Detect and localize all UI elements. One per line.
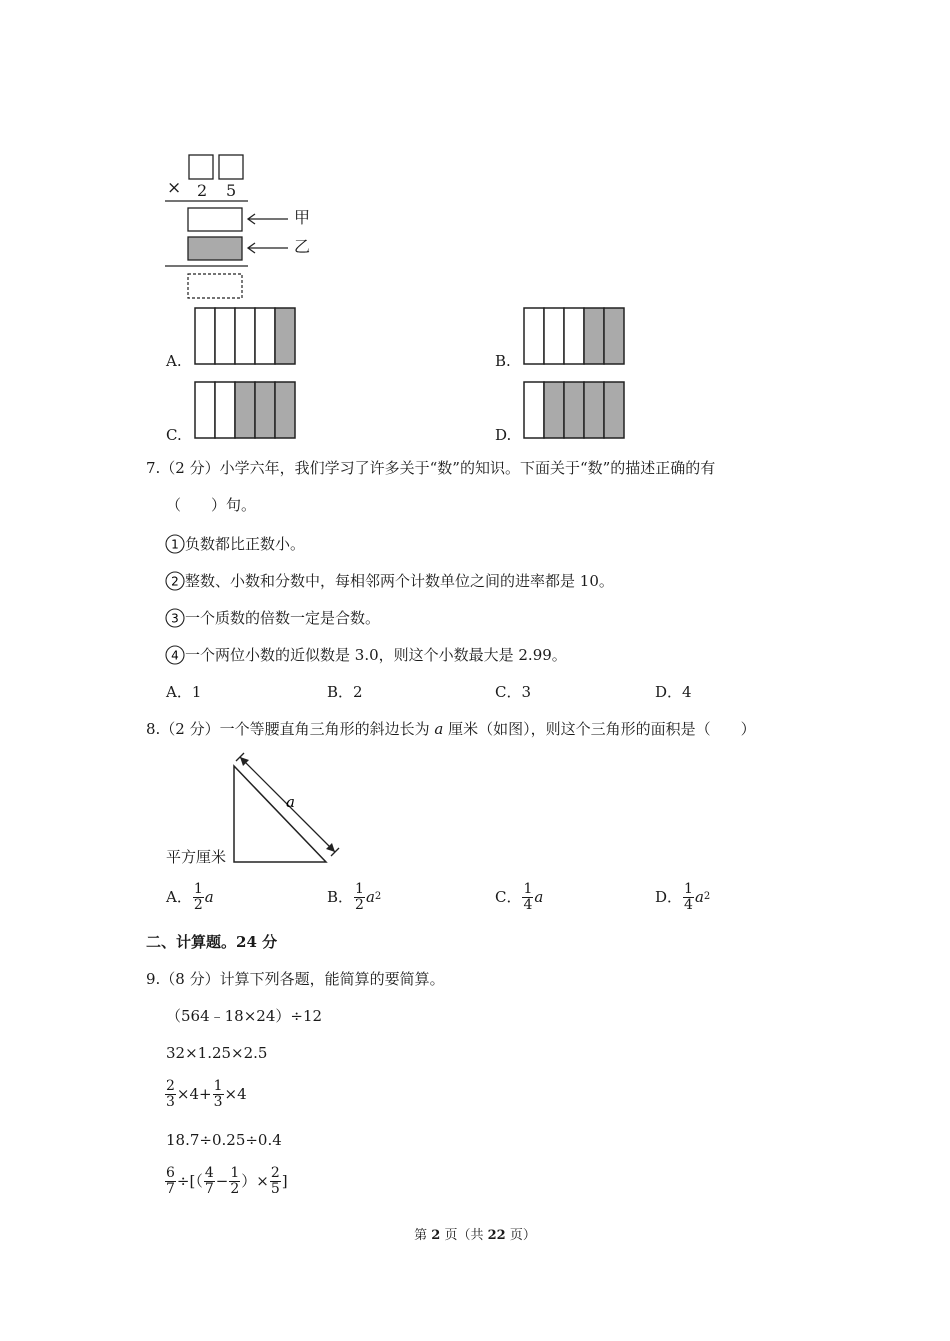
q9-expression-4: 18.7÷0.25÷0.4 [166, 1131, 282, 1149]
q8-choice-c[interactable]: C． $\frac{1}{4}$ a [495, 881, 544, 913]
statement-text: 一个质数的倍数一定是合数。 [185, 608, 381, 627]
q8-choice-b[interactable]: B． $\frac{1}{2}$ a 2 [327, 881, 382, 913]
multiplier-digit-5: 5 [226, 181, 237, 200]
svg-text:1: 1 [171, 537, 179, 552]
q9-expression-5: $\frac{6}{7}$ ÷[（ $\frac{4}{7}$ − $\frac{1}{2}$ ）× $\frac{2}{5}$ ] [166, 1165, 288, 1197]
q6-option-c-letter[interactable]: C. [166, 426, 182, 444]
q7-stem-line1: 7.（2 分）小学六年，我们学习了许多关于“数”的知识。下面关于“数”的描述正确的有 [146, 459, 716, 477]
label-yi: 乙 [294, 237, 311, 256]
q8-choice-a[interactable]: A． $\frac{1}{2}$ a [166, 881, 214, 913]
q9-stem: 9.（8 分）计算下列各题，能简算的要简算。 [146, 970, 445, 988]
q6-option-b-letter[interactable]: B. [495, 352, 511, 370]
svg-text:4: 4 [171, 648, 179, 663]
q8-stem: 8.（2 分）一个等腰直角三角形的斜边长为 a 厘米（如图），则这个三角形的面积是（ ） [146, 720, 756, 738]
q8-unit: 平方厘米 [166, 848, 227, 866]
q7-choice-b[interactable]: B．2 [327, 683, 363, 701]
statement-text: 整数、小数和分数中，每相邻两个计数单位之间的进率都是 10。 [185, 571, 614, 590]
q6-option-d-letter[interactable]: D. [495, 426, 512, 444]
multiplier-digit-2: 2 [197, 181, 208, 200]
svg-text:3: 3 [171, 611, 179, 626]
q9-expression-2: 32×1.25×2.5 [166, 1044, 268, 1062]
q7-choice-d[interactable]: D．4 [655, 683, 692, 701]
q7-stem-line2: （ ）句。 [166, 496, 257, 514]
right-triangle [234, 766, 326, 862]
statement-text: 一个两位小数的近似数是 3.0，则这个小数最大是 2.99。 [185, 645, 567, 664]
label-jia: 甲 [294, 208, 311, 227]
q6-option-a-letter[interactable]: A. [166, 352, 182, 370]
hypotenuse-label: a [286, 793, 295, 811]
page-footer: 第 2 页（共 22 页） [414, 1228, 536, 1243]
multiply-sign: × [167, 178, 182, 198]
q8-choice-d[interactable]: D． $\frac{1}{4}$ a 2 [655, 881, 711, 913]
q7-choice-c[interactable]: C．3 [495, 683, 532, 701]
q9-expression-1: （564﹣18×24）÷12 [166, 1007, 323, 1025]
svg-text:2: 2 [171, 574, 179, 589]
section-title: 二、计算题。24 分 [146, 933, 278, 951]
q7-choice-a[interactable]: A．1 [166, 683, 202, 701]
q9-expression-3: $\frac{2}{3}$ ×4+ $\frac{1}{3}$ ×4 [166, 1078, 247, 1110]
statement-text: 负数都比正数小。 [185, 534, 306, 553]
